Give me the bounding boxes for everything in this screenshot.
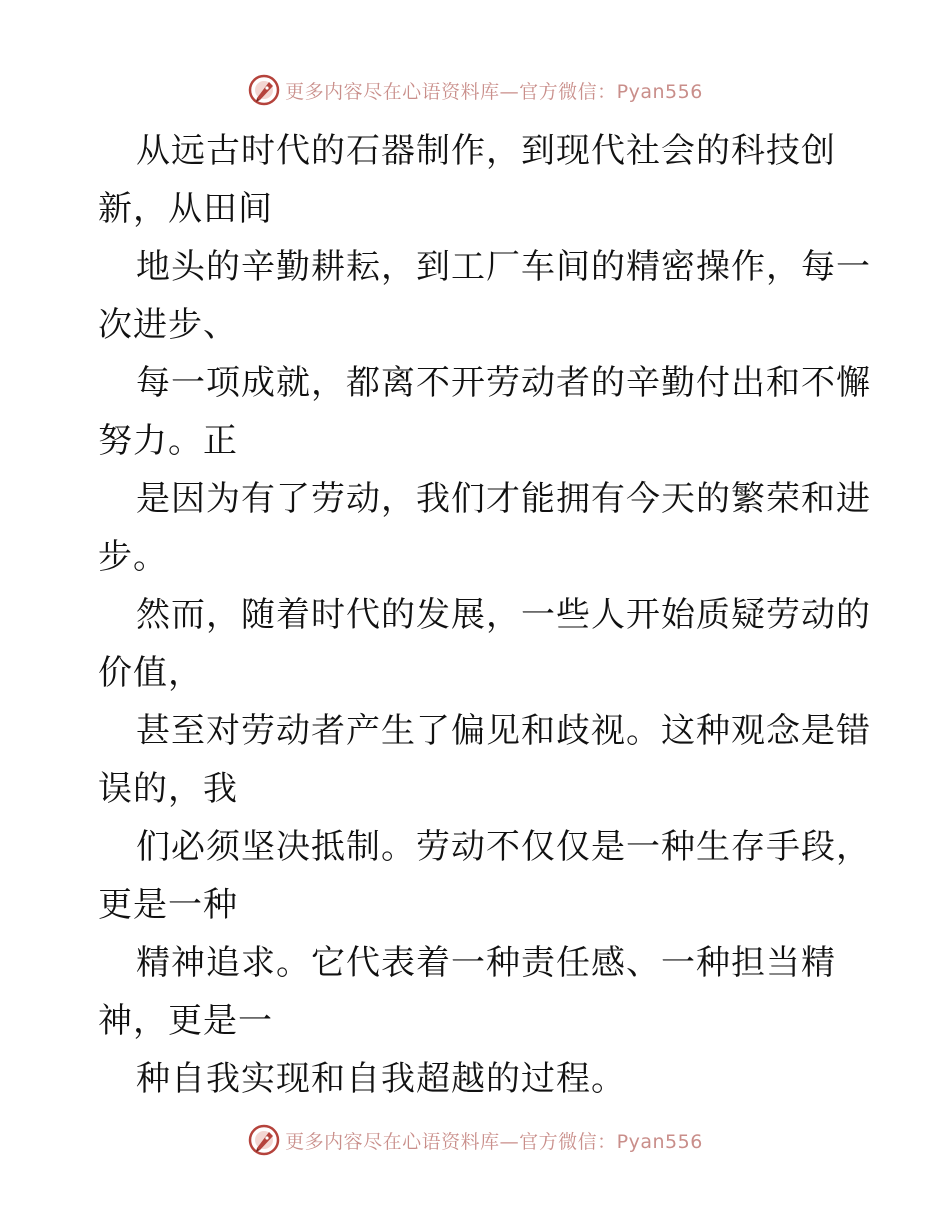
body-line: 神，更是一 xyxy=(98,1001,273,1041)
pen-nib-logo-icon xyxy=(247,1123,281,1157)
body-line: 每一项成就，都离不开劳动者的辛勤付出和不懈 xyxy=(136,363,871,403)
header-banner xyxy=(0,70,950,110)
footer-banner xyxy=(0,1120,950,1160)
body-line: 精神追求。它代表着一种责任感、一种担当精 xyxy=(136,943,836,983)
footer-text-cn: 更多内容尽在心语资料库—官方微信： xyxy=(285,1130,617,1153)
footer-wechat-id: Pyan556 xyxy=(616,1130,703,1153)
body-line: 地头的辛勤耕耘，到工厂车间的精密操作，每一 xyxy=(136,247,871,287)
body-line: 努力。正 xyxy=(98,421,238,461)
body-line: 新，从田间 xyxy=(98,189,273,229)
header-text xyxy=(285,77,703,104)
body-line: 甚至对劳动者产生了偏见和歧视。这种观念是错 xyxy=(136,711,871,751)
body-line: 然而，随着时代的发展，一些人开始质疑劳动的 xyxy=(136,595,871,635)
body-line: 是因为有了劳动，我们才能拥有今天的繁荣和进 xyxy=(136,479,871,519)
body-line: 们必须坚决抵制。劳动不仅仅是一种生存手段， xyxy=(136,827,871,867)
document-body xyxy=(98,122,871,1108)
body-line: 误的，我 xyxy=(98,769,238,809)
body-line: 步。 xyxy=(98,537,168,577)
pen-nib-logo-icon xyxy=(247,73,281,107)
body-line: 更是一种 xyxy=(98,885,238,925)
header-wechat-id: Pyan556 xyxy=(616,80,703,103)
header-text-cn: 更多内容尽在心语资料库—官方微信： xyxy=(285,80,617,103)
body-line: 价值， xyxy=(98,653,203,693)
body-line: 从远古时代的石器制作，到现代社会的科技创 xyxy=(136,131,836,171)
body-line: 次进步、 xyxy=(98,305,238,345)
footer-text xyxy=(285,1127,703,1154)
body-line: 种自我实现和自我超越的过程。 xyxy=(136,1059,626,1099)
